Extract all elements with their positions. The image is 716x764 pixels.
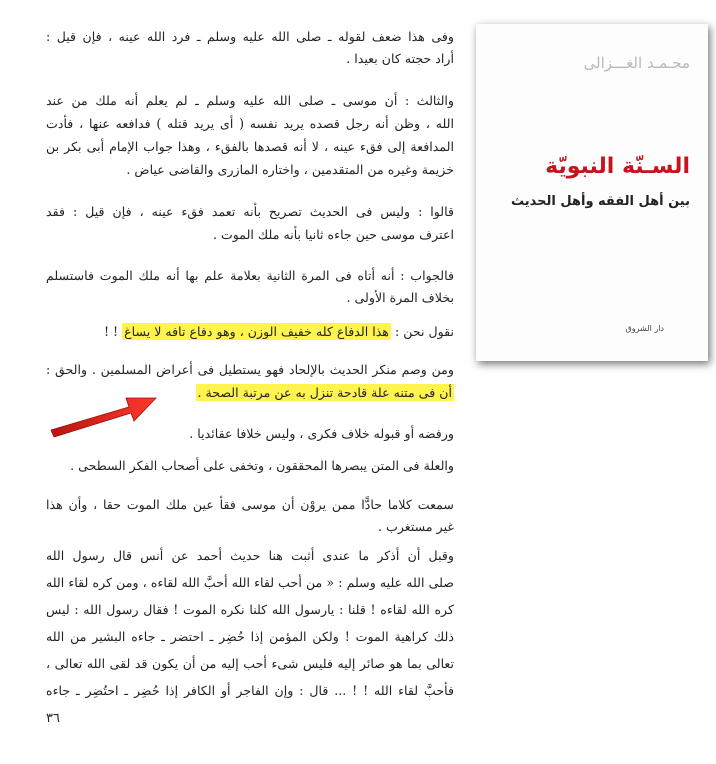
text-line: تعالى بما هو صائر إليه فليس شىء أحب إليه من أن يكون قد لقى الله تعالى ، — [46, 656, 454, 671]
cover-author: محـمـد الغـــزالى — [583, 54, 690, 72]
text-line: المدافعة إلى فقء عينه ، لا أنه قصدها بالفقء ، وهذا جواب الإمام أبى بكر بن — [46, 139, 454, 154]
text-line: والعلة فى المتن يبصرها المحققون ، وتخفى على أصحاب الفكر السطحى . — [70, 458, 454, 473]
book-cover — [476, 24, 708, 361]
text-line: خزيمة وغيره من المتقدمين ، واختاره المازرى والقاضى عياض . — [126, 162, 454, 177]
text-line: قالوا : وليس فى الحديث تصريح بأنه تعمد فقء عينه ، فإن قيل : فقد — [46, 204, 454, 219]
text-line: وفى هذا ضعف لقوله ـ صلى الله عليه وسلم ـ فرد الله عينه ، فإن قيل : — [46, 29, 454, 44]
highlighted-quote: هذا الدفاع كله خفيف الوزن ، وهو دفاع تافه لا يساغ — [124, 324, 389, 339]
text-line: فأحبَّ لقاء الله ! ! ... قال : وإن الفاجر أو الكافر إذا حُضِر ـ احتُضِر ـ جاءه — [46, 683, 454, 698]
highlighted-text: أن فى متنه علة قادحة تنزل به عن مرتبة الصحة . — [197, 385, 452, 400]
text-line: ذلك كراهية الموت ! ولكن المؤمن إذا حُضِر ـ احتضر ـ جاءه البشير من الله — [46, 629, 454, 644]
cover-subtitle: بين أهل الفقه وأهل الحديث — [510, 194, 690, 209]
text-line: فالجواب : أنه أتاه فى المرة الثانية بعلامة علم بها أنه ملك الموت فاستسلم — [46, 268, 454, 283]
cover-publisher: دار الشروق — [625, 324, 664, 333]
quote-suffix: ! ! — [103, 324, 119, 339]
text-line: غير مستغرب . — [377, 519, 454, 534]
quote-prefix: نقول نحن : — [394, 324, 454, 339]
text-line: وقبل أن أذكر ما عندى أثبت هنا حديث أحمد عن أنس قال رسول الله — [46, 548, 454, 563]
text-line: ومن وصم منكر الحديث بالإلحاد فهو يستطيل فى أعراض المسلمين . والحق : — [46, 362, 454, 377]
text-line: والثالث : أن موسى ـ صلى الله عليه وسلم ـ لم يعلم أنه ملك من عند — [46, 93, 454, 108]
page-number: ٣٦ — [46, 711, 60, 726]
text-line: صلى الله عليه وسلم : « من أحب لقاء الله أحبَّ الله لقاءه ، ومن كره لقاء الله — [46, 575, 454, 590]
cover-title: السـنّة النبويّة — [545, 154, 690, 179]
text-line: سمعت كلاما حادًّا ممن يروْن أن موسى فقأ عين ملك الموت حقا ، وأن هذا — [46, 497, 454, 512]
text-line: ورفضه أو قبوله خلاف فكرى ، وليس خلافا عقائديا . — [189, 426, 454, 441]
text-line: الله ، وظن أنه رجل قصده يريد نفسه ( أى يريد قتله ) فدافعه عنها ، فأدت — [46, 116, 454, 131]
text-line: بخلاف المرة الأولى . — [346, 290, 454, 305]
text-line: اعترف موسى حين جاءه ثانيا بأنه ملك الموت . — [212, 227, 454, 242]
text-line: أراد حجته كان بعيدا . — [346, 51, 454, 66]
text-line: كره الله لقاءه ! قلنا : يارسول الله كلنا نكره الموت ! فقال رسول الله : ليس — [46, 602, 454, 617]
